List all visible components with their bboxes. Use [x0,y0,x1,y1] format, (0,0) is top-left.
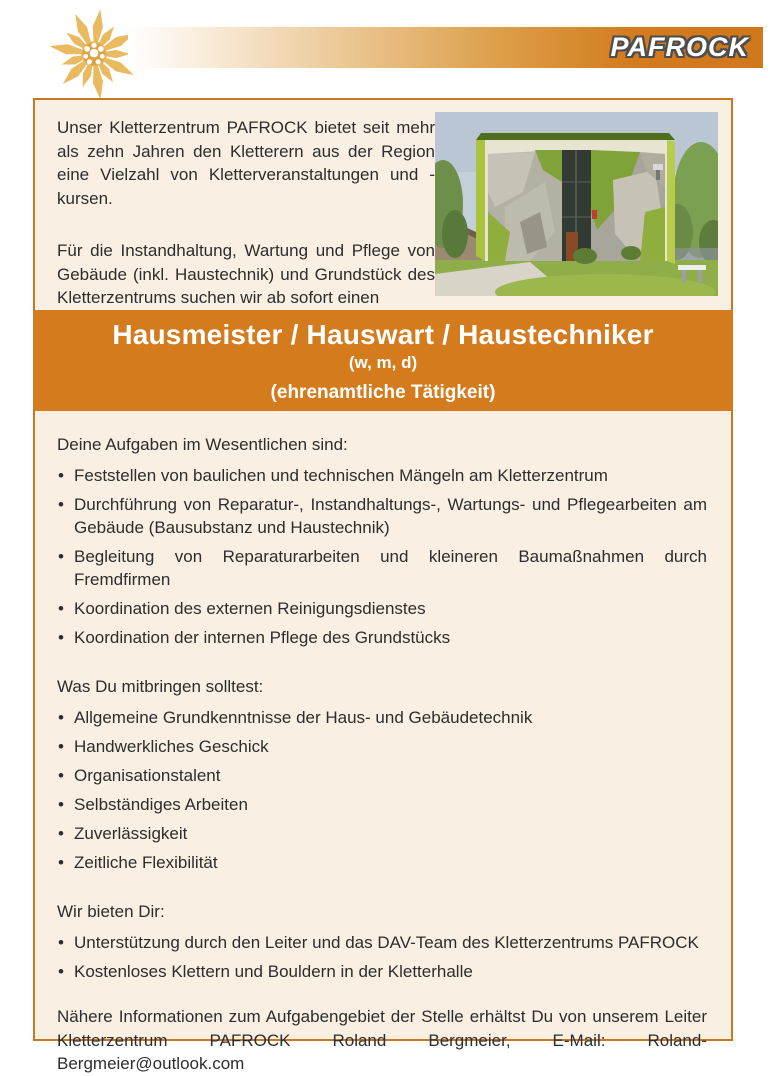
brand-wordmark: PAFROCK [610,32,749,62]
list-item: • Handwerkliches Geschick [57,735,707,758]
requirements-heading: Was Du mitbringen solltest: [57,677,264,696]
edelweiss-logo-icon [48,8,140,92]
intro-section [35,100,731,310]
list-item: • Allgemeine Grundkenntnisse der Haus- und Gebäudetechnik [57,706,707,729]
benefits-section [57,900,707,983]
intro-paragraph-1: Unser Kletterzentrum PAFROCK bietet seit mehr als zehn Jahren den Kletterern aus der Region eine Vielzahl von Kletterveranstaltungen und -kursen. [57,118,435,208]
job-title-banner [33,310,733,411]
header-gradient-bar [128,27,763,68]
list-item: • Unterstützung durch den Leiter und das DAV-Team des Kletterzentrums PAFROCK [57,931,707,954]
list-item: • Feststellen von baulichen und technischen Mängeln am Kletterzentrum [57,464,707,487]
contact-paragraph: Nähere Informationen zum Aufgabengebiet der Stelle erhältst Du von unserem Leiter Kletterzentrum PAFROCK Roland Bergmeier, E-Mail: Roland-Bergmeier@outlook.com [57,1007,707,1073]
requirements-list [57,706,707,874]
flyer-body [35,411,731,1076]
gender-note: (w, m, d) [348,353,418,372]
benefits-heading: Wir bieten Dir: [57,902,165,921]
job-ad-flyer [33,98,733,1073]
list-item: • Koordination des externen Reinigungsdienstes [57,597,707,620]
list-item: • Zuverlässigkeit [57,822,707,845]
list-item: • Selbständiges Arbeiten [57,793,707,816]
requirements-section [57,675,707,874]
intro-paragraph-2: Für die Instandhaltung, Wartung und Pflege von Gebäude (inkl. Haustechnik) und Grundstück des Kletterzentrums suchen wir ab sofort einen [57,241,435,307]
climbing-center-photo [435,112,718,296]
benefits-list [57,931,707,983]
list-item: • Kostenloses Klettern und Bouldern in der Kletterhalle [57,960,707,983]
tasks-section [57,433,707,649]
list-item: • Zeitliche Flexibilität [57,851,707,874]
employment-note: (ehrenamtliche Tätigkeit) [270,382,496,403]
list-item: • Koordination der internen Pflege des Grundstücks [57,626,707,649]
tasks-list [57,464,707,649]
list-item: • Begleitung von Reparaturarbeiten und kleineren Baumaßnahmen durch Fremdfirmen [57,545,707,591]
tasks-heading: Deine Aufgaben im Wesentlichen sind: [57,435,348,454]
list-item: • Organisationstalent [57,764,707,787]
job-title: Hausmeister / Hauswart / Haustechniker [112,319,654,350]
list-item: • Durchführung von Reparatur-, Instandhaltungs-, Wartungs- und Pflegearbeiten am Gebäude (Bausubstanz und Haustechnik) [57,493,707,539]
